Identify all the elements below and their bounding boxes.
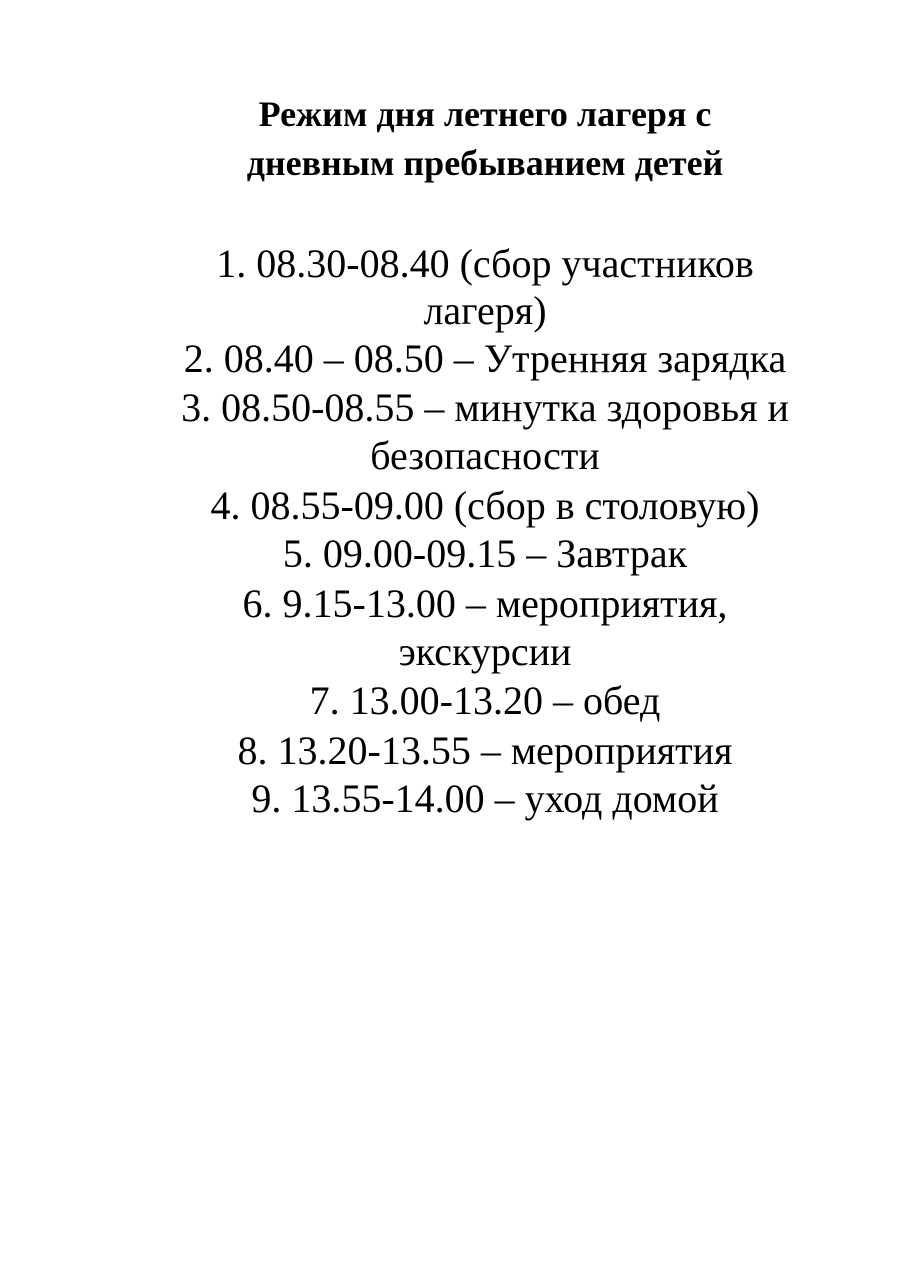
- schedule-line-3: 2. 08.40 – 08.50 – Утренняя зарядка: [183, 336, 787, 381]
- schedule-line-6: 4. 08.55-09.00 (сбор в столовую): [210, 483, 760, 528]
- schedule-line-4: 3. 08.50-08.55 – минутка здоровья и: [181, 385, 789, 430]
- schedule-line-10: 7. 13.00-13.20 – обед: [309, 678, 661, 723]
- title-line-1: Режим дня летнего лагеря с: [258, 94, 712, 134]
- schedule-line-1: 1. 08.30-08.40 (сбор участников: [216, 241, 754, 286]
- schedule-line-7: 5. 09.00-09.15 – Завтрак: [282, 531, 688, 576]
- title-line-2: дневным пребыванием детей: [246, 143, 724, 183]
- schedule-line-11: 8. 13.20-13.55 – мероприятия: [237, 728, 733, 773]
- schedule-line-2: лагеря): [423, 288, 547, 333]
- schedule-line-5: безопасности: [370, 433, 600, 478]
- schedule-line-9: экскурсии: [398, 629, 572, 674]
- schedule-line-8: 6. 9.15-13.00 – мероприятия,: [242, 581, 728, 626]
- schedule-line-12: 9. 13.55-14.00 – уход домой: [251, 776, 719, 821]
